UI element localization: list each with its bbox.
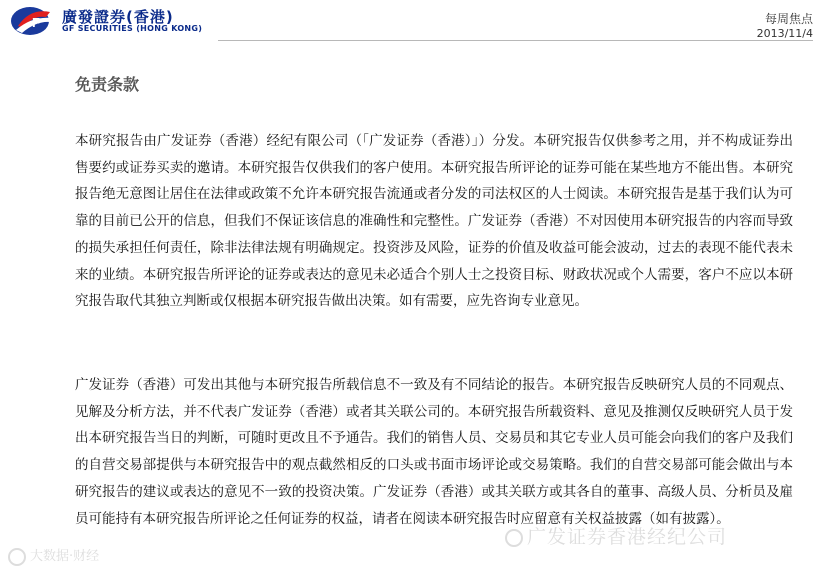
disclaimer-paragraph-2: 广发证券（香港）可发出其他与本研究报告所载信息不一致及有不同结论的报告。本研究报告反映研究人员的不同观点、见解及分析方法，并不代表广发证券（香港）或者其关联公司的。本研究报告所载资料、意见及推测仅反映研究人员于发出本研究报告当日的判断，可随时更改且不予通告。我们的销售人员、交易员和其它专业人员可能会向我们的客户及我们的自营交易部提供与本研究报告中的观点截然相反的口头或书面市场评论或交易策略。我们的自营交易部可能会做出与本研究报告的建议或表达的意见不一致的投资决策。广发证券（香港）或其关联方或其各自的董事、高级人员、分析员及雇员可能持有本研究报告所评论之任何证券的权益，请者在阅读本研究报告时应留意有关权益披露（如有披露）。 [75, 377, 793, 527]
watermark-left [8, 545, 99, 566]
disclaimer-paragraph-1: 本研究报告由广发证券（香港）经纪有限公司（「广发证券（香港）」）分发。本研究报告仅供参考之用，并不构成证券出售要约或证券买卖的邀请。本研究报告仅供我们的客户使用。本研究报告所评论的证券可能在某些地方不能出售。本研究报告绝无意图让居住在法律或政策不允许本研究报告流通或者分发的司法权区的人士阅读。本研究报告是基于我们认为可靠的目前已公开的信息，但我们不保证该信息的准确性和完整性。广发证券（香港）不对因使用本研究报告的内容而导致的损失承担任何责任，除非法律法规有明确规定。投资涉及风险，证券的价值及收益可能会波动，过去的表现不能代表未来的业绩。本研究报告所评论的证券或表达的意见未必适合个别人士之投资目标、财政状况或个人需要，客户不应以本研究报告取代其独立判断或仅根据本研究报告做出决策。如有需要，应先咨询专业意见。 [75, 133, 793, 310]
section-title: 免责条款 [75, 75, 140, 94]
watermark-right-text: 广发证券香港经纪公司 [527, 526, 728, 548]
weekly-focus-label: 每周焦点 [764, 12, 813, 26]
watermark-right [505, 522, 727, 549]
page-header [0, 0, 835, 42]
svg-text:F: F [32, 15, 40, 30]
header-divider [218, 40, 813, 41]
watermark-left-text: 大数据·财经 [30, 549, 100, 564]
report-date: 2013/11/4 [756, 27, 813, 40]
brand-name-chinese: 廣發證券(香港) [62, 8, 174, 26]
brand-name-english: GF SECURITIES (HONG KONG) [62, 24, 203, 33]
watermark-icon [8, 548, 26, 566]
wechat-icon [505, 529, 523, 547]
gf-logo-icon [10, 6, 54, 36]
